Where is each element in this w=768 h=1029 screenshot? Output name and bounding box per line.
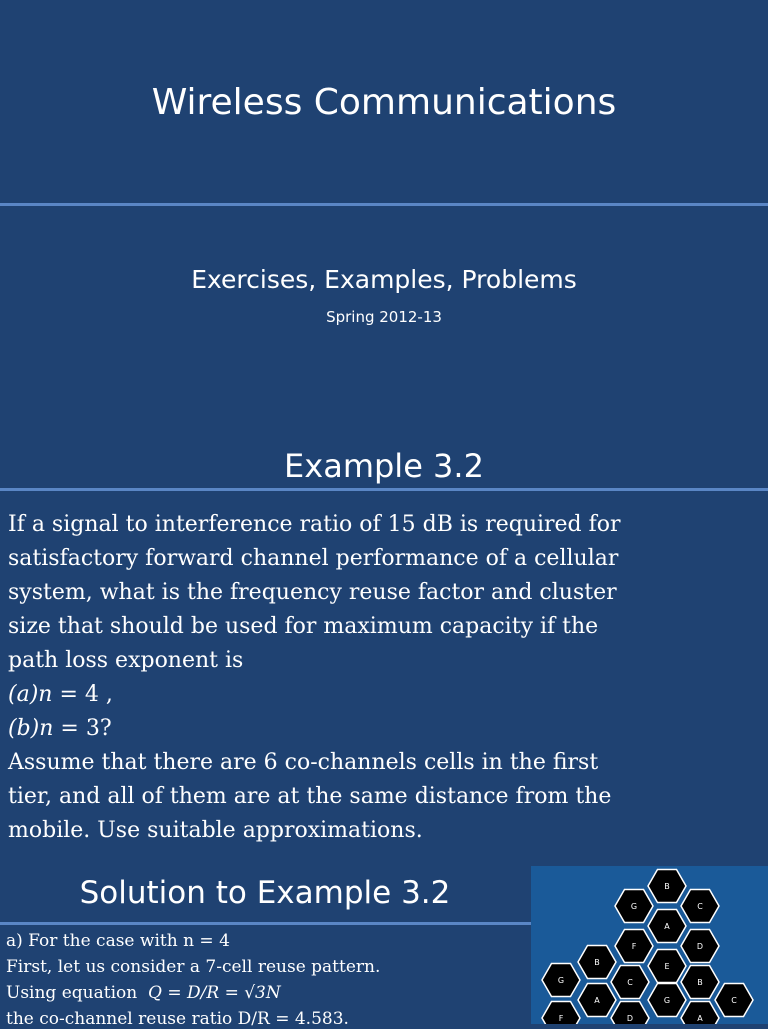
- problem-line: size that should be used for maximum capacity if the: [8, 614, 599, 639]
- hex-cell: [611, 1002, 649, 1025]
- case-b: [8, 712, 766, 746]
- assume-line: mobile. Use suitable approximations.: [8, 818, 423, 843]
- assume-line: tier, and all of them are at the same distance from the: [8, 784, 612, 809]
- hex-cell: [648, 870, 686, 903]
- solution-title: Solution to Example 3.2: [79, 875, 451, 911]
- hex-cell-label: A: [594, 996, 600, 1005]
- hexagon-grid: [531, 866, 768, 1024]
- hex-cell: [578, 984, 616, 1017]
- solution-line-a: a) For the case with n = 4: [6, 931, 230, 951]
- term-label: Spring 2012-13: [326, 308, 442, 326]
- subtitle: Exercises, Examples, Problems: [191, 265, 577, 294]
- hex-cell-label: F: [558, 1014, 564, 1023]
- solution-line-ratio: the co-channel reuse ratio D/R = 4.583.: [6, 1009, 349, 1029]
- hex-cell: [681, 930, 719, 963]
- hex-cell: [681, 1002, 719, 1025]
- hex-cell-label: F: [631, 942, 637, 951]
- title-divider: [0, 203, 768, 206]
- equation-intro: Using equation: [6, 983, 138, 1003]
- hex-cell-label: G: [557, 976, 565, 985]
- hex-cell-label: A: [664, 922, 670, 931]
- problem-line: path loss exponent is: [8, 648, 244, 673]
- problem-line: system, what is the frequency reuse factor and cluster: [8, 580, 617, 605]
- case-a-value: = 4 ,: [52, 682, 113, 707]
- equation: Q = D/R = √3N: [148, 983, 281, 1003]
- hex-cell: [615, 890, 653, 923]
- hexagon-cell-diagram: [531, 866, 768, 1024]
- case-b-value: = 3?: [53, 716, 112, 741]
- hex-cell-label: D: [696, 942, 704, 951]
- hex-cell-label: D: [626, 1014, 634, 1023]
- solution-line-equation: [6, 983, 281, 1003]
- hex-cell: [615, 930, 653, 963]
- hex-cell-label: C: [731, 996, 737, 1005]
- hex-cell-label: B: [594, 958, 600, 967]
- problem-line: If a signal to interference ratio of 15 dB is required for: [8, 512, 621, 537]
- example-divider: [0, 488, 768, 491]
- hex-cell: [542, 964, 580, 997]
- case-a-label: (a)n: [8, 682, 53, 707]
- hex-cell: [542, 1002, 580, 1025]
- solution-divider: [0, 922, 531, 925]
- hex-cell-label: B: [664, 882, 670, 891]
- hex-cell: [648, 984, 686, 1017]
- hex-cell-label: G: [630, 902, 638, 911]
- hex-cell-label: C: [697, 902, 703, 911]
- problem-line: satisfactory forward channel performance of a cellular: [8, 546, 619, 571]
- hex-cell-label: B: [697, 978, 703, 987]
- hex-cell-label: G: [663, 996, 671, 1005]
- hex-cell: [648, 950, 686, 983]
- case-b-label: (b)n: [8, 716, 54, 741]
- hex-cell: [715, 984, 753, 1017]
- problem-text: [8, 508, 766, 848]
- case-a: [8, 678, 766, 712]
- hex-cell-label: E: [664, 962, 670, 971]
- hex-cell: [578, 946, 616, 979]
- hex-cell: [681, 890, 719, 923]
- page-title: Wireless Communications: [151, 82, 617, 123]
- hex-cell-label: C: [627, 978, 633, 987]
- hex-cell: [681, 966, 719, 999]
- hex-cell: [648, 910, 686, 943]
- example-title: Example 3.2: [284, 447, 484, 485]
- hex-cell-label: A: [697, 1014, 703, 1023]
- solution-line-reuse: First, let us consider a 7-cell reuse pattern.: [6, 957, 381, 977]
- hex-cell: [611, 966, 649, 999]
- assume-line: Assume that there are 6 co-channels cells in the first: [8, 750, 599, 775]
